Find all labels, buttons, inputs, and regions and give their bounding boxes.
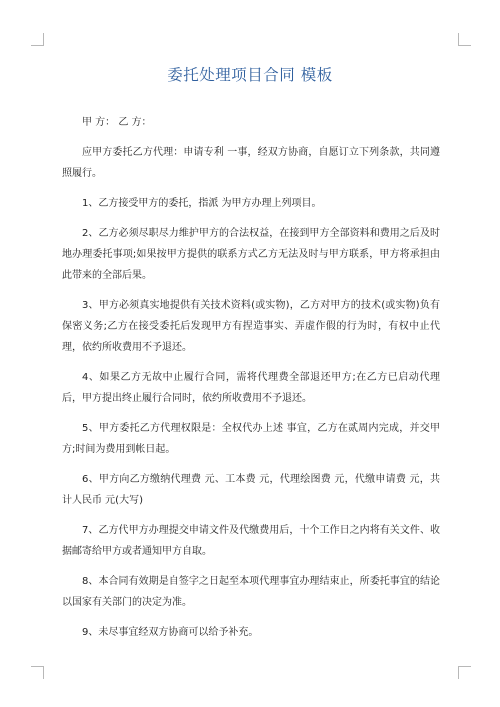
clause-8: 8、本合同有效期是自签字之日起至本项代理事宜办理结束止，所委托事宜的结论以国家有关部门的决定为准。: [62, 576, 440, 608]
page-corner-mark-top-right: [458, 33, 471, 46]
clause-7: 7、乙方代甲方办理提交申请文件及代缴费用后，十个工作日之内将有关文件、收据邮寄给甲方或者通知甲方自取。: [62, 525, 440, 557]
clause-2: 2、乙方必须尽职尽力维护甲方的合法权益，在接到甲方全部资料和费用之后及时地办理委托事项;如果按甲方提供的联系方式乙方无法及时与甲方联系，甲方将承担由此带来的全部后果。: [62, 228, 440, 281]
page-corner-mark-bottom-left: [31, 666, 44, 679]
clause-3: 3、甲方必须真实地提供有关技术资料(或实物)，乙方对甲方的技术(或实物)负有保密义务;乙方在接受委托后发现甲方有捏造事实、弄虚作假的行为时，有权中止代理，依约所收费用不予退还。: [62, 300, 440, 353]
clause-1: 1、乙方接受甲方的委托，指派 为甲方办理上列项目。: [82, 198, 322, 209]
page-corner-mark-top-left: [31, 33, 44, 46]
page-corner-mark-bottom-right: [458, 666, 471, 679]
clause-6: 6、甲方向乙方缴纳代理费 元、工本费 元，代理绘图费 元，代缴申请费 元，共计人民币 元(大写): [62, 474, 440, 506]
clause-4: 4、如果乙方无故中止履行合同，需将代理费全部退还甲方;在乙方已启动代理后，甲方提出终止履行合同时，依约所收费用不予退还。: [62, 372, 440, 404]
document-title: 委托处理项目合同 模板: [167, 66, 333, 84]
clause-9: 9、未尽事宜经双方协商可以给予补充。: [82, 627, 259, 638]
clause-5: 5、甲方委托乙方代理权限是：全权代办上述 事宜，乙方在贰周内完成，并交甲方;时间为费用到帐日起。: [62, 423, 440, 455]
parties-line: 甲 方： 乙 方：: [82, 117, 152, 128]
document-body: [62, 112, 440, 652]
preamble-paragraph: 应甲方委托乙方代理：申请专利 一事，经双方协商，自愿订立下列条款，共同遵照履行。: [62, 147, 440, 179]
